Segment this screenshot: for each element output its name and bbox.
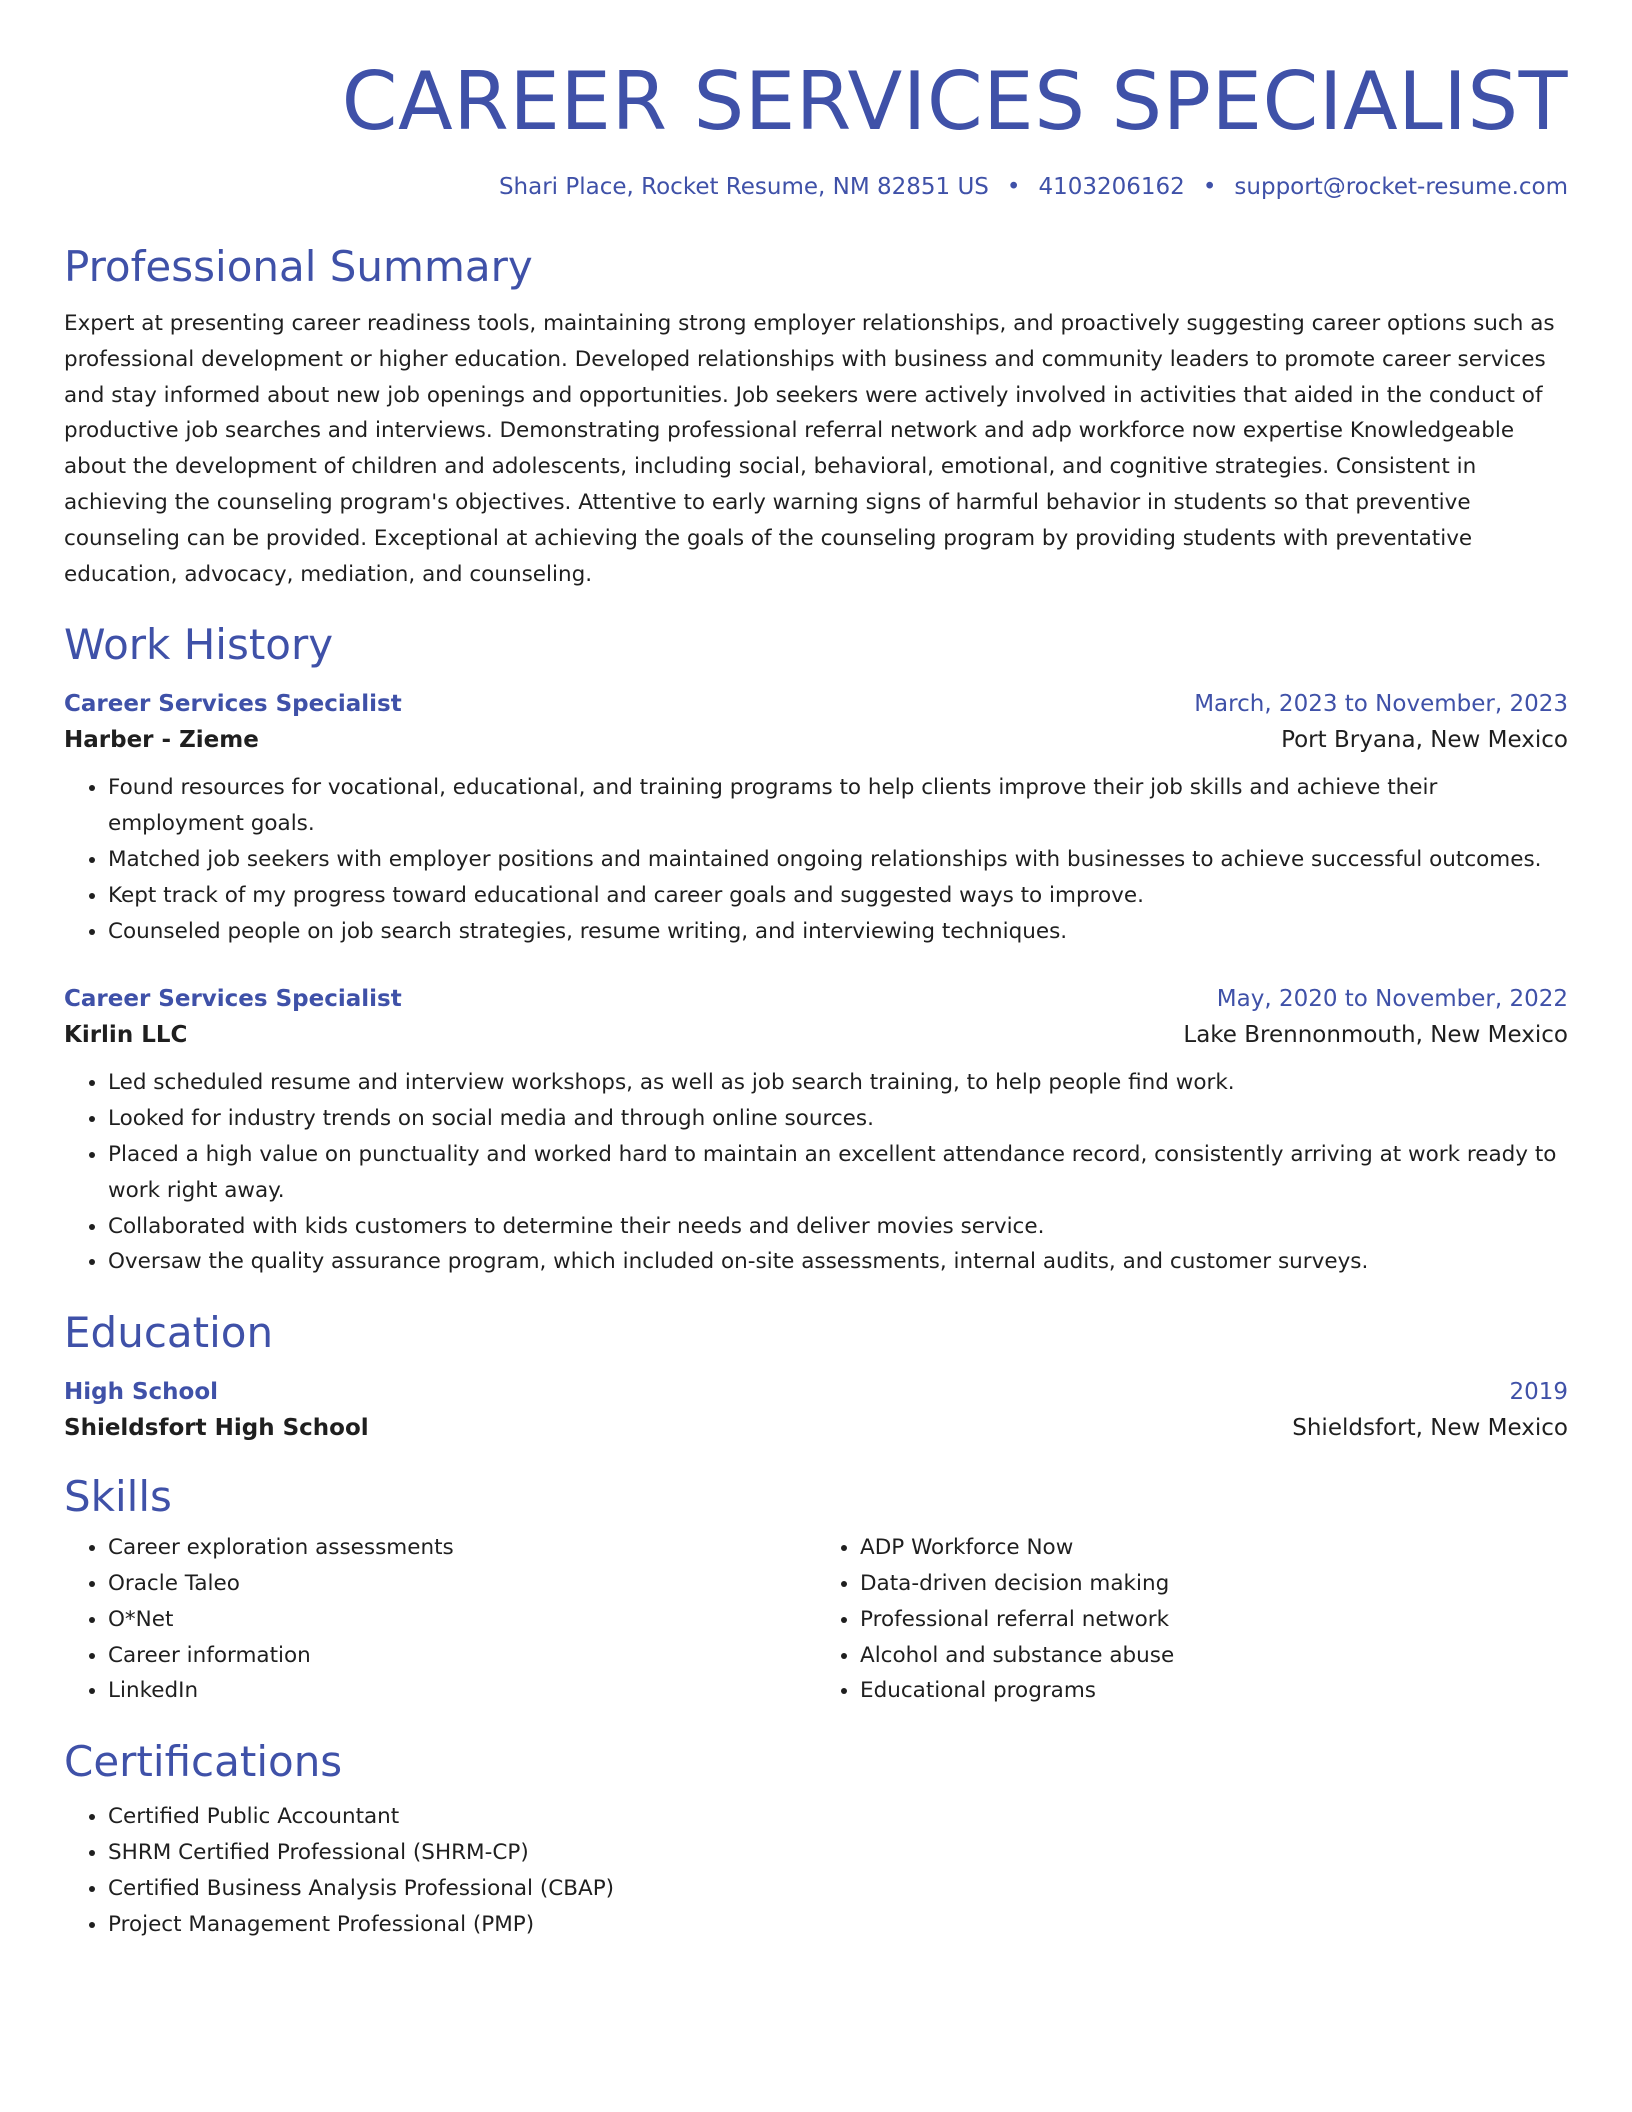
contact-phone: 4103206162 — [1038, 174, 1185, 200]
job-dates: March, 2023 to November, 2023 — [1194, 691, 1568, 718]
summary-text: Expert at presenting career readiness tools, maintaining strong employer relationships, and proactively suggesting career options such as professional development or higher education. Developed relationships with business and community leaders to promote career services and stay informed about new job openings and opportunities. Job seekers were actively involved in activities that aided in the conduct of productive job searches and interviews. Demonstrating professional referral network and adp workforce now expertise Knowledgeable about the development of children and adolescents, including social, behavioral, emotional, and cognitive strategies. Consistent in achieving the counseling program's objectives. Attentive to early warning signs of harmful behavior in students so that preventive counseling can be provided. Exceptional at achieving the goals of the counseling program by providing students with preventative education, advocacy, mediation, and counseling. — [64, 311, 1555, 587]
list-item: • ADP Workforce Now — [860, 1530, 1568, 1566]
work-entry — [64, 981, 1568, 1280]
work-entry-header — [64, 981, 1568, 1017]
job-dates: May, 2020 to November, 2022 — [1216, 986, 1568, 1013]
job-role: Career Services Specialist — [64, 986, 402, 1013]
list-item: • Counseled people on job search strategies, resume writing, and interviewing techniques. — [108, 914, 1568, 950]
contact-email: support@rocket-resume.com — [1234, 174, 1568, 200]
list-item: • O*Net — [108, 1602, 816, 1638]
certifications-section — [64, 1737, 1568, 1942]
job-company: Harber - Zieme — [64, 727, 259, 754]
summary-section — [64, 242, 1568, 592]
work-entry-header — [64, 686, 1568, 722]
contact-line — [64, 172, 1568, 202]
list-item: • Certified Business Analysis Professional (CBAP) — [108, 1871, 1568, 1907]
education-location: Shieldsfort, New Mexico — [1292, 1415, 1568, 1442]
list-item: • Placed a high value on punctuality and worked hard to maintain an excellent attendance record, consistently arriving at work ready to work right away. — [108, 1137, 1568, 1209]
list-item: • Kept track of my progress toward educational and career goals and suggested ways to improve. — [108, 878, 1568, 914]
education-year: 2019 — [1509, 1379, 1568, 1406]
list-item: • Led scheduled resume and interview workshops, as well as job search training, to help people find work. — [108, 1065, 1568, 1101]
list-item: • Educational programs — [860, 1673, 1568, 1709]
list-item: • Alcohol and substance abuse — [860, 1638, 1568, 1674]
job-location: Port Bryana, New Mexico — [1281, 727, 1568, 754]
resume-header — [64, 0, 1568, 202]
job-company: Kirlin LLC — [64, 1022, 188, 1049]
list-item: • Career exploration assessments — [108, 1530, 816, 1566]
summary-heading: Professional Summary — [64, 242, 533, 291]
education-heading: Education — [64, 1308, 274, 1358]
list-item: • SHRM Certified Professional (SHRM-CP) — [108, 1835, 1568, 1871]
job-role: Career Services Specialist — [64, 691, 402, 718]
skills-grid — [64, 1530, 1568, 1709]
work-entry-subheader — [64, 1017, 1568, 1053]
list-item: • Looked for industry trends on social media and through online sources. — [108, 1101, 1568, 1137]
job-location: Lake Brennonmouth, New Mexico — [1183, 1022, 1568, 1049]
list-item: • Oracle Taleo — [108, 1566, 816, 1602]
list-item: • Found resources for vocational, educational, and training programs to help clients improve their job skills and achieve their employment goals. — [108, 770, 1568, 842]
education-degree: High School — [64, 1379, 219, 1406]
list-item: • Oversaw the quality assurance program, which included on-site assessments, internal audits, and customer surveys. — [108, 1244, 1568, 1280]
list-item: • Collaborated with kids customers to determine their needs and deliver movies service. — [108, 1209, 1568, 1245]
work-entry-subheader — [64, 722, 1568, 758]
contact-separator: • — [1202, 174, 1217, 200]
contact-separator: • — [1006, 174, 1021, 200]
skills-list-right — [816, 1530, 1568, 1709]
resume-title: CAREER SERVICES SPECIALIST — [341, 55, 1568, 148]
list-item: • Certified Public Accountant — [108, 1799, 1568, 1835]
education-school: Shieldsfort High School — [64, 1415, 369, 1442]
certifications-list — [64, 1799, 1568, 1942]
list-item: • Data-driven decision making — [860, 1566, 1568, 1602]
list-item: • LinkedIn — [108, 1673, 816, 1709]
education-entry — [64, 1374, 1568, 1446]
job-bullets — [64, 1065, 1568, 1280]
education-entry-header — [64, 1374, 1568, 1410]
skills-section — [64, 1472, 1568, 1709]
education-entry-subheader — [64, 1410, 1568, 1446]
list-item: • Career information — [108, 1638, 816, 1674]
list-item: • Project Management Professional (PMP) — [108, 1907, 1568, 1943]
work-history-heading: Work History — [64, 620, 334, 670]
skills-list-left — [64, 1530, 816, 1709]
list-item: • Professional referral network — [860, 1602, 1568, 1638]
work-entry — [64, 686, 1568, 949]
contact-address: Shari Place, Rocket Resume, NM 82851 US — [498, 174, 989, 200]
education-section — [64, 1308, 1568, 1446]
skills-heading: Skills — [64, 1472, 172, 1522]
list-item: • Matched job seekers with employer positions and maintained ongoing relationships with businesses to achieve successful outcomes. — [108, 842, 1568, 878]
certifications-heading: Certifications — [64, 1737, 343, 1787]
work-history-section — [64, 620, 1568, 1280]
job-bullets — [64, 770, 1568, 949]
